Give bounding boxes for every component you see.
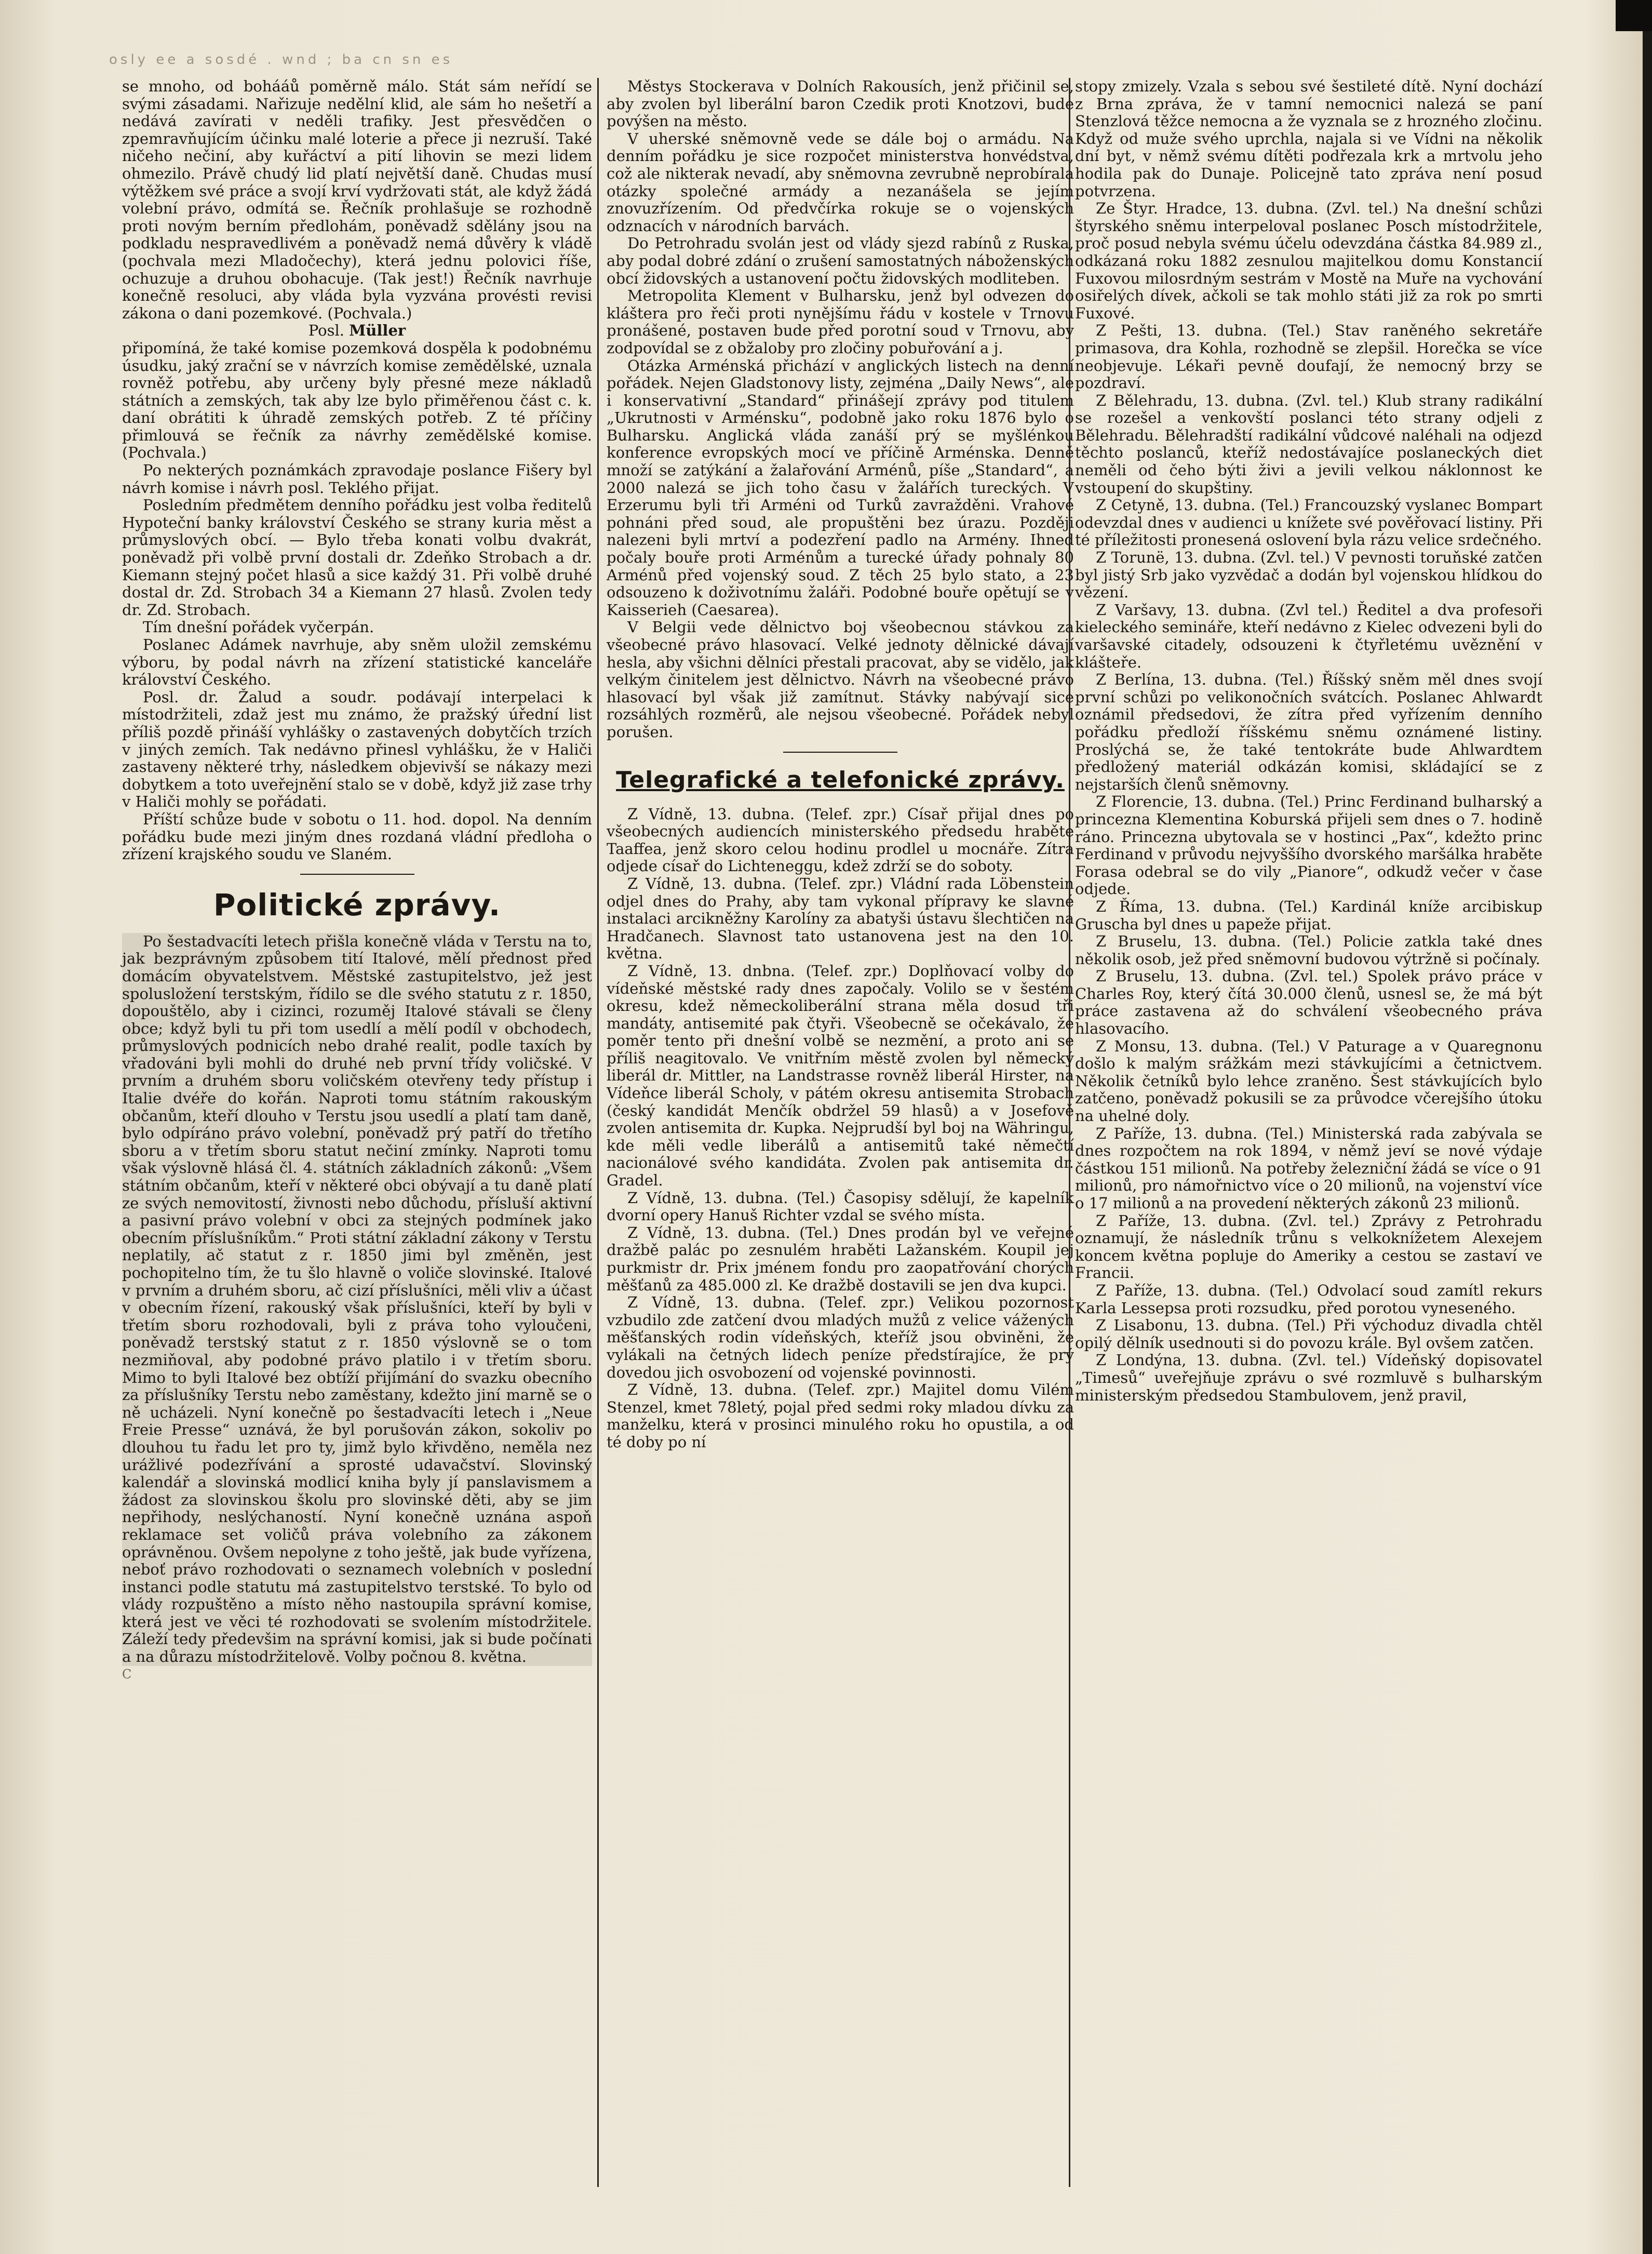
telegram-pest: Z Pešti, 13. dubna. (Tel.) Stav raněného sekretáře primasova, dra Kohla, rozhodně se zlepšil. Horečka se více neobjevuje. Lékaři pevně doufají, že nemocný brzy se pozdraví. [1075,322,1542,392]
bank-election-paragraph: Posledním předmětem denního pořádku jest volba ředitelů Hypoteční banky království Českého se strany kuria měst a průmyslových obcí. — Bylo třeba konati volbu dvakrát, poněvadž při volbě první dostali dr. Zdeňko Strobach a dr. Kiemann stejný počet hlasů a sice každý 31. Při volbě druhé dostal dr. Zd. Strobach 34 a Kiemann 27 hlasů. Zvolen tedy dr. Zd. Strobach. [122,496,592,619]
petrograd-rabbis-paragraph: Do Petrohradu svolán jest od vlády sjezd rabínů z Ruska, aby podal dobré zdání o zrušení samostatných náboženských obcí židovských a ustanovení počtu židovských modliteben. [607,234,1074,287]
section-divider [300,874,414,875]
telegram-cetinje: Z Cetyně, 13. dubna. (Tel.) Francouzský vyslanec Bompart odevzdal dnes v audienci u knížete své pověřovací listiny. Při té příležitosti pronesená oslovení byla rázu velice srdečného. [1075,496,1542,549]
trieste-article-paragraph: Po šestadvacíti letech přišla konečně vláda v Terstu na to, jak bezprávným způsobem tití Italové, mělí přednost před domácím obyvatelstvem. Městské zastupitelstvo, jež jest spolusložení terstským, řídilo se dle svého statutu z r. 1850, dopouštělo, aby i cizinci, rozuměj Italové stávali se členy obce; když byli tu při tom usedlí a mělí podíl v obchodech, průmyslových podnicích nebo drahé realit, podle taxích by vřadováni byli mohli do druhé neb první třídy voličské. V prvním a druhém sboru voličském otevřeny tedy přístup i Italie dvéře do kořán. Naproti tomu státním rakouským občanům, kteří dlouho v Terstu jsou usedlí a platí tam daně, bylo odpíráno právo volební, poněvadž prý patří do třetího sboru a v třetím sboru statut nečiní zmínky. Naproti tomu však výslovně hlásá čl. 4. státních základních zákonů: „Všem státním občanům, kteří v některé obci obývají a tu daně platí ze svých nemovitostí, živnosti nebo důchodu, přísluší aktivní a pasivní právo volební v obci za stejných podmínek jako obecním příslušníkům.“ Proti státní základní zákony v Terstu neplatily, ač statut z r. 1850 jimi byl změněn, jest pochopitelno tím, že tu šlo hlavně o voliče slovinské. Italové v prvním a druhém sboru, ač cizí příslušníci, měli vliv a účast v obecním řízení, rakouský však příslušníci, kteří by byli v třetím sboru rozhodovali, byli z práva toho vyloučeni, poněvadž terstský statut z r. 1850 výslovně se o tom nezmiňoval, aby podobné právo platilo i v třetím sboru. Mimo to byli Italové bez obtíží přijímání do svazku obecního za příslušníky Terstu nebo zaměstany, kdežto jiní marně se o ně ucházeli. Nyní konečně po šestadvacíti letech i „Neue Freie Presse“ uznává, že byl porušován zákon, sokoliv po dlouhou tu řadu let pro ty, jimž bylo křivděno, neměla nez urážlivé podezřívání a sprosté udavačství. Slovinský kalendář a slovinská modlicí kniha byly jí panslavismem a žádost za slovinskou školu pro slovinské děti, aby se jim nepřihody, neslýchaností. Nyní konečně uznána aspoň reklamace set voličů práva volebního za zákonem oprávněnou. Ovšem nepolyne z toho ještě, jak bude vyřízena, neboť právo rozhodovati o seznamech volebních v poslední instanci podle statutu má zastupitelstvo terstské. To bylo od vlády rozpuštěno a místo něho nastoupila správní komise, která jest ve věci té rozhodovati se svolením místodržitele. Záleží tedy předevšim na správní komisi, jak si bude počínati a na důrazu místodržitelově. Volby počnou 8. května. [122,932,592,1666]
armenian-question-paragraph: Otázka Arménská přichází v anglických listech na denní pořádek. Nejen Gladstonovy listy, zejména „Daily News“, ale i konservativní „Standard“ přinášejí zprávy pod titulem „Ukrutnosti v Arménsku“, podobně jako roku 1876 bylo o Bulharsku. Anglická vláda zanáší prý se myšlénkou konference evropských mocí ve příčině Arménska. Denně množí se zatýkání a žalařování Arménů, píše „Standard“, a 2000 nalezá se jich toho času v žalářích tureckých. V Erzerumu byli tři Arméni od Turků zavražděni. Vrahové pohnáni před soud, ale propuštěni bez úrazu. Později nalezeni byli mrtví a podezření padlo na Armény. Ihned počaly bouře proti Arménům a turecké úřady pohnaly 80 Arménů před vojenský soud. Z těch 25 bylo stato, a 23 odsouzeno k doživotnímu žaláři. Podobné bouře opětují se v Kaisserieh (Caesarea). [607,356,1074,619]
agenda-end-paragraph: Tím dnešní pořádek vyčerpán. [143,618,374,636]
scan-edge-shadow [1643,31,1652,2254]
telegram-paris-3: Z Paříže, 13. dubna. (Tel.) Odvolací soud zamítl rekurs Karla Lessepsa proti rozsudku, před porotou vyneseného. [1075,1281,1542,1317]
hungarian-diet-paragraph: V uherské sněmovně vede se dále boj o armádu. Na denním pořádku je sice rozpočet ministerstva honvédstva, což ale nikterak nevadí, aby sněmovna zevrubně neprobírala otázky společné armády a nezanášela se jejím znovuzřízením. Od předvčírka rokuje se o vojenských odznacích v národních barvách. [607,129,1074,235]
stockerau-paragraph: Městys Stockerava v Dolních Rakousích, jenž přičinil se, aby zvolen byl liberální baron Czedik proti Knotzovi, bude povýšen na město. [607,77,1074,130]
telegram-paris-2: Z Paříže, 13. dubna. (Zvl. tel.) Zprávy z Petrohradu oznamují, že následník trůnu s velkoknížetem Alexejem koncem května popluje do Ameriky a cestou se zastaví ve Francii. [1075,1211,1542,1282]
telegram-vienna-3: Z Vídně, 13. dnbna. (Telef. zpr.) Doplňovací volby do vídeňské městské rady dnes započaly. Volilo se v šestém okresu, kdež německoliberální strana měla dosud tři mandáty, antisemité pak čtyři. Všeobecně se očekávalo, že poměr tento při dnešní volbě se nezmění, a proto ani se příliš neagitovalo. Ve vnitřním městě zvolen byl německý liberál dr. Mittler, na Landstrasse rovněž liberál Hirster, na Vídeňce liberál Scholy, v pátém okresu antisemita Strobach (český kandidát Menčík obdržel 59 hlasů) a v Josefově zvolen antisemita dr. Kupka. Nejprudší byl boj na Währingu, kde měli vedle liberálů a antisemitů také němečtí nacionálové svého kandidáta. Zvolen pak antisemita dr. Gradel. [607,962,1074,1190]
next-session-paragraph: Příští schůze bude v sobotu o 11. hod. dopol. Na denním pořádku bude mezi jiným dnes rozdaná vládní předloha o zřízení krajského soudu ve Slaném. [122,810,592,863]
page-bottom-mark: C [122,1666,132,1682]
telegram-vienna-7: Z Vídně, 13. dubna. (Telef. zpr.) Majitel domu Vilém Stenzel, kmet 78letý, pojal před sedmi roky mladou dívku za manželku, která v prosinci minulého roku ho opustila, a od té doby po ní [607,1381,1074,1451]
faded-top-strip: osly ee a sosdé . wnd ; ba cn sn es [109,52,453,68]
column-right [1075,78,1542,1404]
telegram-warsaw: Z Varšavy, 13. dubna. (Zvl tel.) Ředitel a dva profesoři kieleckého semináře, kteří nedávno z Kielec odvezeni byli do varšavské citadely, odsouzeni k čtyřletému uvěznění v klášteře. [1075,601,1542,671]
telegram-brussels-2: Z Bruselu, 13. dubna. (Zvl. tel.) Spolek právo práce v Charles Roy, který čítá 30.000 členů, usnesl se, že má být práce zastavena až do schválení všeobecného práva hlasovacího. [1075,967,1542,1038]
speaker-label: Posl. [308,322,344,340]
telegram-lisbon: Z Lisabonu, 13. dubna. (Tel.) Při východuz divadla chtěl opilý dělník usednouti si do povozu krále. Byl ovšem zatčen. [1075,1316,1542,1352]
telegraph-heading: Telegrafické a telefonické zprávy. [616,766,1065,793]
politicke-zpravy-heading: Politické zprávy. [213,887,501,923]
column-middle [607,78,1074,1451]
speaker-line [122,322,592,340]
telegram-belgrade: Z Bělehradu, 13. dubna. (Zvl. tel.) Klub strany radikální se rozešel a venkovští poslanci této strany odjeli z Bělehradu. Bělehradští radikální vůdcové naléhali na odjezd těchto poslanců, kteříž nedostávajíce poslaneckých diet neměli od čeho býti živi a jevili velkou náklonnost ke vstoupení do skupštiny. [1075,391,1542,497]
muller-speech-paragraph: připomíná, že také komise pozemková dospěla k podobnému úsudku, jaký zrační se v návrzích komise zemědělské, uznala rovněž potřebu, aby určeny byly přesné meze nákladů státních a zemských, tak aby lze bylo přiměřenou část c. k. daní obrátiti k úhradě zemských potřeb. Z té příčiny přimlouvá se řečník za návrhy zemědělské komise. (Pochvala.) [122,339,592,462]
stenzel-continuation: stopy zmizely. Vzala s sebou své šestileté dítě. Nyní dochází z Brna zpráva, že v tamní nemocnici nalezá se paní Stenzlová těžce nemocna a že vyznala se z hrozného zločinu. Když od muže svého uprchla, najala si ve Vídni na několik dní byt, v němž svému dítěti podřezala krk a mrtvolu jeho hodila pak do Dunaje. Policejně tato zpráva není posud potvrzena. [1075,77,1542,200]
telegram-graz: Ze Štyr. Hradce, 13. dubna. (Zvl. tel.) Na dnešní schůzi štyrského sněmu interpeloval poslanec Posch místodržitele, proč posud nebyla svému účelu odevzdána částka 84.989 zl., odkázaná roku 1882 zesnulou majitelkou domu Konstancií Fuxovou milosrdným sestrám v Mostě na Muře na vychování osiřelých dívek, ačkoli se tak mohlo státi již za rok po smrti Fuxové. [1075,199,1542,322]
section-divider [783,752,897,753]
telegram-vienna-2: Z Vídně, 13. dubna. (Telef. zpr.) Vládní rada Löbenstein odjel dnes do Prahy, aby tam vykonal přípravy ke slavné instalaci arcikněžny Karolíny za abatyši ústavu šlechtičen na Hradčanech. Slavnost tato ustanovena jest na den 10. května. [607,874,1074,963]
telegram-vienna-6: Z Vídně, 13. dubna. (Telef. zpr.) Velikou pozornost vzbudilo zde zatčení dvou mladých mužů z velice vážených měšťanských rodin vídeňských, kteříž jsou obviněni, že vylákali na četných lidech peníze předstírajíce, že prý dovedou jich osvobození od vojenské povinnosti. [607,1293,1074,1381]
fisera-paragraph: Po nekterých poznámkách zpravodaje poslance Fišery byl návrh komise i návrh posl. Teklého přijat. [122,461,592,497]
telegram-mons: Z Monsu, 13. dubna. (Tel.) V Paturage a v Quaregnonu došlo k malým srážkám mezi stávkujícími a četnictvem. Několik četníků bylo lehce zraněno. Šest stávkujících bylo zatčeno, poněvadž pokusili se za průvodce včerejšího útoku na uhelné doly. [1075,1037,1542,1125]
metropolitan-klement-paragraph: Metropolita Klement v Bulharsku, jenž byl odvezen do kláštera pro řeči proti nynějšímu řádu v kostele v Trnovu pronášené, postaven bude před porotní soud v Trnovu, aby zodpovídal se z obžaloby pro zločiny pobuřování a j. [607,287,1074,357]
speaker-name: Müller [349,322,406,340]
adamek-paragraph: Poslanec Adámek navrhuje, aby sněm uložil zemskému výboru, by podal návrh na zřízení statistické kanceláře království Českého. [122,636,592,689]
telegram-vienna-4: Z Vídně, 13. dubna. (Tel.) Časopisy sdělují, že kapelník dvorní opery Hanuš Richter vzdal se svého místa. [607,1189,1074,1224]
telegram-vienna-1: Z Vídně, 13. dubna. (Telef. zpr.) Císař přijal dnes po všeobecných audiencích ministerského předsedu hraběte Taaffea, jenž skoro celou hodinu prodlel u mocnáře. Zítra odjede císař do Lichteneggu, kdež zdrží se do soboty. [607,805,1074,875]
column-rule-left [597,78,599,2187]
telegram-rome: Z Říma, 13. dubna. (Tel.) Kardinál kníže arcibiskup Gruscha byl dnes u papeže přijat. [1075,897,1542,933]
column-left [122,78,592,1683]
parliament-speech-paragraph: se mnoho, od bohááů poměrně málo. Stát sám neřídí se svými zásadami. Nařizuje nedělní klid, ale sám ho nešetří a nedává zavírati v neděli trafiky. Jest přesvědčen o zpemravňujícím účinku malé loterie a přece ji nezruší. Také ničeho nečiní, aby kuřáctví a pití lihovin se mezi lidem ohmezilo. Právě chudý lid platí největší daně. Chudas musí výtěžkem své práce a svojí krví vydržovati stát, ale když žádá volební právo, odmítá se. Řečník prohlašuje se rozhodně proti novým berním předlohám, poněvadž sdělány jsou na podkladu nespravedlivém a poněvadž nemá důvěry k vládě (pochvala mezi Mladočechy), která jednu polovici říše, ochuzuje a druhou obohacuje. (Tak jest!) Řečník navrhuje konečně resoluci, aby vláda byla vyzvána provésti revisi zákona o dani pozemkové. (Pochvala.) [122,77,592,322]
telegram-berlin: Z Berlína, 13. dubna. (Tel.) Říšský sněm měl dnes svojí první schůzi po velikonočních svátcích. Poslanec Ahlwardt oznámil předsedovi, že zítra před vyřízením denního pořádku předloží říšskému sněmu oznámené listiny. Proslýchá se, že také tentokráte bude Ahlwardtem předložený materiál odkázán komisi, skládající se z nejstarších členů sněmovny. [1075,671,1542,793]
zalud-interpellation-paragraph: Posl. dr. Žalud a soudr. podávají interpelaci k místodržiteli, zdaž jest mu známo, že pražský úřední list příliš pozdě přináší vyhlášky o zastavených dobytčích trzích v jiných zemích. Tak nedávno přinesl vyhlášku, že v Haliči zastaveny některé trhy, následkem objevivší se nákazy mezi dobytkem a toto uveřejnění stalo se v době, když již zase trhy v Haliči mohly se pořádati. [122,688,592,811]
telegram-vienna-5: Z Vídně, 13. dubna. (Tel.) Dnes prodán byl ve veřejné dražbě palác po zesnulém hraběti Lažanském. Koupil jej purkmistr dr. Prix jménem fondu pro zaopatřování chorých měšťanů za 485.000 zl. Ke dražbě dostavili se jen dva kupci. [607,1223,1074,1294]
telegram-brussels-1: Z Bruselu, 13. dubna. (Tel.) Policie zatkla také dnes několik osob, jež před sněmovní budovou výtržně si počínaly. [1075,932,1542,968]
telegram-torun: Z Torunë, 13. dubna. (Zvl. tel.) V pevnosti toruňské zatčen byl jistý Srb jako vyzvědač a dodán byl vojenskou hlídkou do vězení. [1075,549,1542,602]
telegram-florence: Z Florencie, 13. dubna. (Tel.) Princ Ferdinand bulharský a princezna Klementina Koburská přijeli sem dnes o 7. hodině ráno. Princezna ubytovala se v hostinci „Pax“, kdežto princ Ferdinand v průvodu nejvyššího dvorského maršálka hraběte Forasa odebral se do vily „Pianore“, odkudž večer v čase odjede. [1075,793,1542,898]
telegram-london: Z Londýna, 13. dubna. (Zvl. tel.) Vídeňský dopisovatel „Timesů“ uveřejňuje zprávu o své rozmluvě s bulharským ministerským předsedou Stambulovem, jenž pravil, [1075,1351,1542,1404]
telegram-paris-1: Z Paříže, 13. dubna. (Tel.) Ministerská rada zabývala se dnes rozpočtem na rok 1894, v němž jeví se nové výdaje částkou 151 milionů. Na potřeby železniční žádá se více o 91 milionů, pro námořnictvo více o 20 milionů, na vojenství více o 17 milionů a na provedení některých zákonů 23 milionů. [1075,1124,1542,1212]
scan-corner-mark [1616,0,1652,31]
belgian-strike-paragraph: V Belgii vede dělnictvo boj všeobecnou stávkou za všeobecné právo hlasovací. Velké jednoty dělnické dávají hesla, aby všichni dělníci přestali pracovat, aby se vidělo, jak velkým činitelem jest dělnictvo. Návrh na všeobecné právo hlasovací byl však již zamítnut. Stávky nabývají sice rozsáhlých rozměrů, ale nejsou všeobecné. Pořádek nebyl porušen. [607,618,1074,741]
